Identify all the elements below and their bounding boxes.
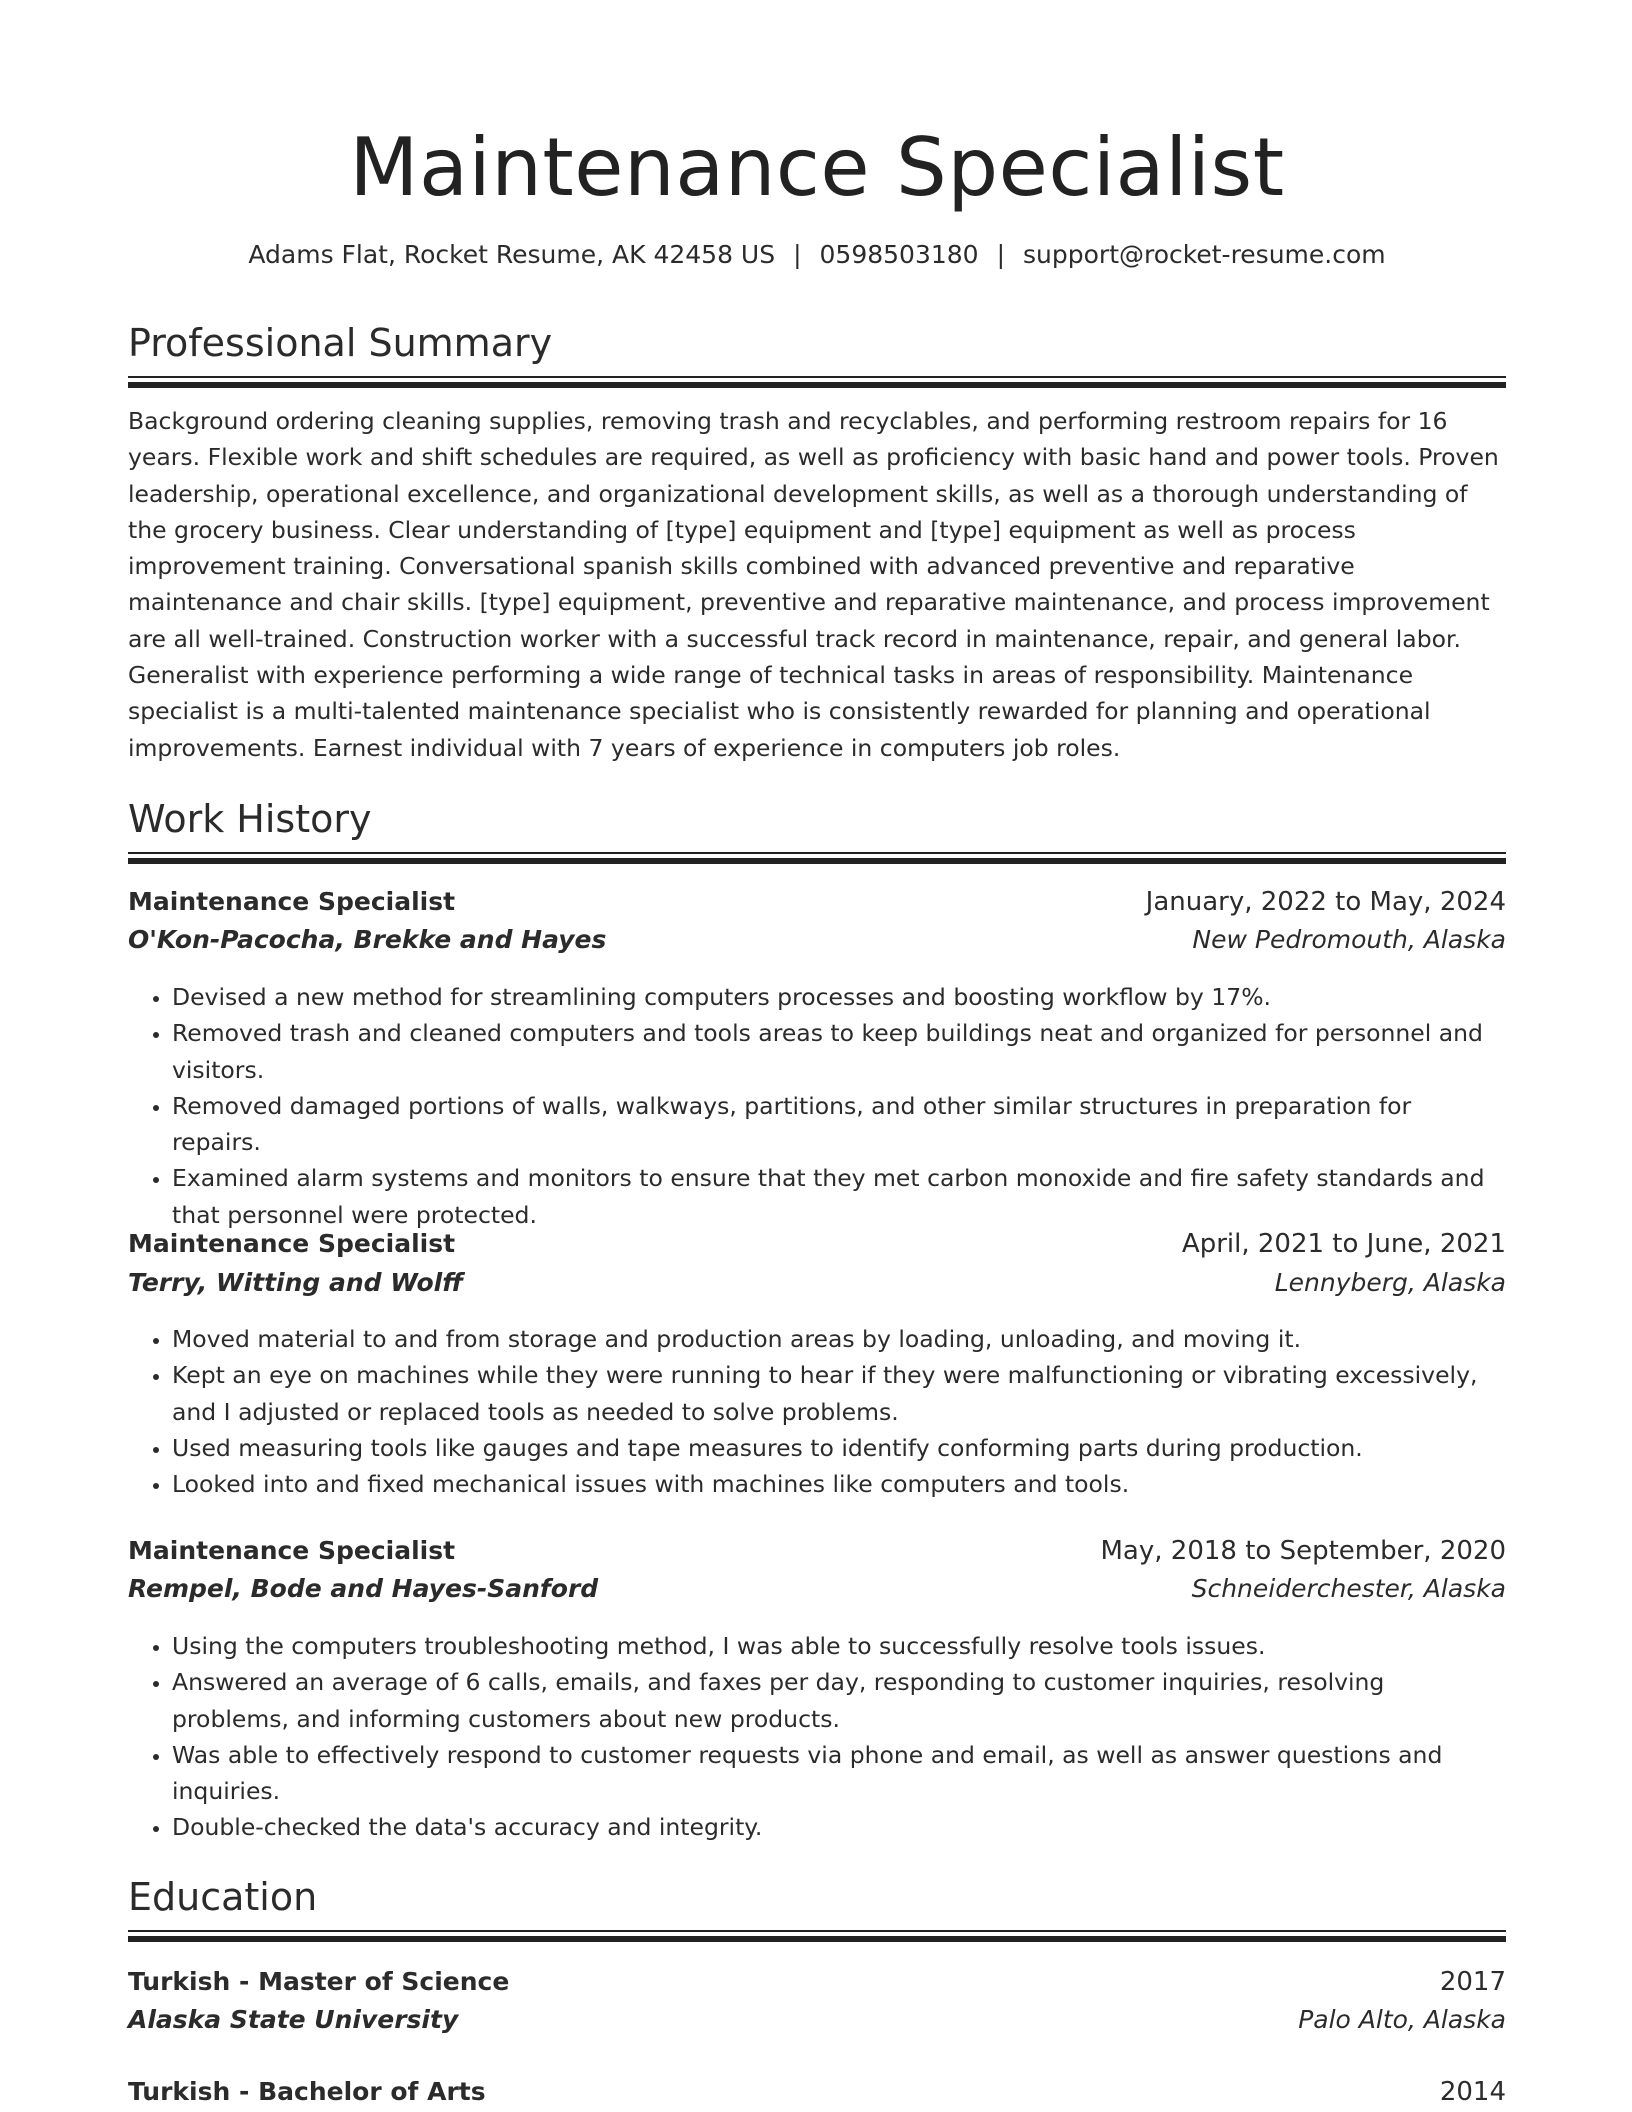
education-year: 2017 <box>1439 1967 1506 1997</box>
list-item: • Double-checked the data's accuracy and integrity. <box>172 1809 1506 1845</box>
job-company-row <box>128 1264 1506 1302</box>
education-year: 2014 <box>1439 2077 1506 2107</box>
section-divider <box>128 376 1506 389</box>
contact-address: Adams Flat, Rocket Resume, AK 42458 US <box>248 240 776 269</box>
job-header <box>128 1225 1506 1263</box>
summary-text: Background ordering cleaning supplies, removing trash and recyclables, and performing restroom repairs for 16 years. Flexible work and shift schedules are required, as well as proficiency with basic hand and power tools. Proven leadership, operational excellence, and organizational development skills, as well as a thorough understanding of the grocery business. Clear understanding of [type] equipment and [type] equipment as well as process improvement training. Conversational spanish skills combined with advanced preventive and reparative maintenance and chair skills. [type] equipment, preventive and reparative maintenance, and process improvement are all well-trained. Construction worker with a successful track record in maintenance, repair, and general labor. Generalist with experience performing a wide range of technical tasks in areas of responsibility. Maintenance specialist is a multi-talented maintenance specialist who is consistently rewarded for planning and operational improvements. Earnest individual with 7 years of experience in computers job roles. <box>128 407 1499 762</box>
work-history-heading: Work History <box>128 797 372 841</box>
contact-email: support@rocket-resume.com <box>1023 240 1386 269</box>
list-item: • Devised a new method for streamlining computers processes and boosting workflow by 17%. <box>172 979 1506 1015</box>
contact-separator: | <box>996 240 1006 269</box>
job-company-row <box>128 921 1506 959</box>
job-dates: May, 2018 to September, 2020 <box>1100 1536 1506 1566</box>
job-location: New Pedromouth, Alaska <box>1192 925 1506 954</box>
list-item: • Removed damaged portions of walls, walkways, partitions, and other similar structures in preparation for repairs. <box>172 1088 1506 1161</box>
job-bullets <box>128 1321 1506 1502</box>
contact-phone: 0598503180 <box>819 240 979 269</box>
section-divider <box>128 1930 1506 1943</box>
education-heading: Education <box>128 1875 318 1919</box>
summary-heading: Professional Summary <box>128 321 553 365</box>
list-item: • Using the computers troubleshooting method, I was able to successfully resolve tools issues. <box>172 1628 1506 1664</box>
job-company-row <box>128 1570 1506 1608</box>
job-location: Schneiderchester, Alaska <box>1191 1574 1506 1603</box>
job-title: Maintenance Specialist <box>128 1229 456 1258</box>
job-company: O'Kon-Pacocha, Brekke and Hayes <box>128 925 607 954</box>
job-dates: January, 2022 to May, 2024 <box>1145 887 1506 917</box>
job-company: Rempel, Bode and Hayes-Sanford <box>128 1574 599 1603</box>
section-divider <box>128 852 1506 865</box>
job-title: Maintenance Specialist <box>128 887 456 916</box>
job-location: Lennyberg, Alaska <box>1274 1268 1506 1297</box>
contact-line <box>128 237 1506 273</box>
list-item: • Answered an average of 6 calls, emails, and faxes per day, responding to customer inquiries, resolving problems, and informing customers about new products. <box>172 1664 1506 1737</box>
list-item: • Was able to effectively respond to customer requests via phone and email, as well as answer questions and inquiries. <box>172 1737 1506 1810</box>
contact-separator: | <box>793 240 802 269</box>
list-item: • Kept an eye on machines while they were running to hear if they were malfunctioning or vibrating excessively, and I adjusted or replaced tools as needed to solve problems. <box>172 1357 1506 1430</box>
education-degree: Turkish - Master of Science <box>128 1967 510 1996</box>
job-title: Maintenance Specialist <box>128 1536 456 1565</box>
education-location: Palo Alto, Alaska <box>1298 2005 1506 2034</box>
education-header <box>128 1963 1506 2001</box>
list-item: • Moved material to and from storage and production areas by loading, unloading, and moving it. <box>172 1321 1506 1357</box>
education-school: Alaska State University <box>128 2005 459 2034</box>
job-header <box>128 883 1506 921</box>
job-bullets <box>128 1628 1506 1846</box>
list-item: • Looked into and fixed mechanical issues with machines like computers and tools. <box>172 1466 1506 1502</box>
education-degree: Turkish - Bachelor of Arts <box>128 2077 486 2106</box>
candidate-name: Maintenance Specialist <box>349 121 1285 214</box>
list-item: • Removed trash and cleaned computers and tools areas to keep buildings neat and organized for personnel and visitors. <box>172 1015 1506 1088</box>
list-item: • Used measuring tools like gauges and tape measures to identify conforming parts during production. <box>172 1430 1506 1466</box>
job-header <box>128 1532 1506 1570</box>
education-header <box>128 2073 1506 2111</box>
job-dates: April, 2021 to June, 2021 <box>1181 1229 1506 1259</box>
job-bullets <box>128 979 1506 1233</box>
education-school-row <box>128 2001 1506 2039</box>
list-item: • Examined alarm systems and monitors to ensure that they met carbon monoxide and fire safety standards and that personnel were protected. <box>172 1160 1506 1233</box>
job-company: Terry, Witting and Wolff <box>128 1268 464 1297</box>
